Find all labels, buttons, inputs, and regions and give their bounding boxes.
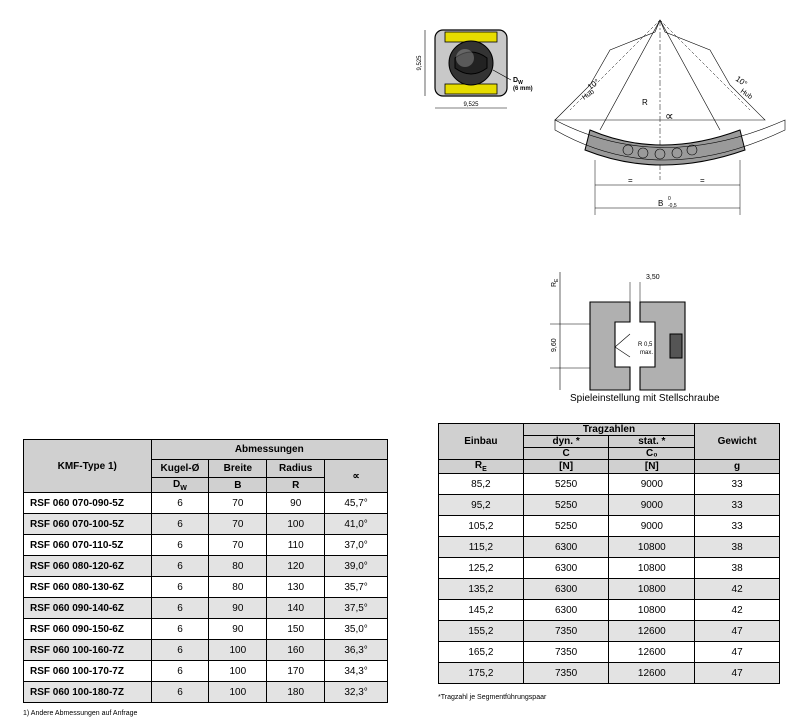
cell-c0: 9000 — [609, 474, 695, 495]
table-row — [439, 600, 780, 621]
cell-re: 115,2 — [439, 537, 524, 558]
cell-a: 35,7° — [325, 577, 388, 598]
cell-a: 39,0° — [325, 556, 388, 577]
cell-r: 180 — [267, 682, 325, 703]
table-row — [439, 495, 780, 516]
header-b: B — [209, 478, 267, 493]
cell-g: 38 — [695, 558, 780, 579]
cell-c: 7350 — [523, 621, 609, 642]
arc-segment-drawing — [550, 10, 790, 220]
cell-g: 42 — [695, 579, 780, 600]
cell-re: 175,2 — [439, 663, 524, 684]
cell-g: 47 — [695, 663, 780, 684]
header-c0: C₀ — [609, 448, 695, 460]
table-row — [24, 514, 388, 535]
cell-d: 6 — [151, 661, 209, 682]
cell-c0: 9000 — [609, 495, 695, 516]
cell-c: 5250 — [523, 495, 609, 516]
table-row — [24, 556, 388, 577]
table-row — [439, 474, 780, 495]
cell-r: 90 — [267, 493, 325, 514]
cell-d: 6 — [151, 493, 209, 514]
cell-a: 37,0° — [325, 535, 388, 556]
cell-re: 145,2 — [439, 600, 524, 621]
header-stat: stat. * — [609, 436, 695, 448]
cell-a: 34,3° — [325, 661, 388, 682]
cell-c: 5250 — [523, 516, 609, 537]
right-footnote: *Tragzahl je Segmentführungspaar — [438, 694, 547, 701]
cell-type: RSF 060 070-090-5Z — [24, 493, 152, 514]
table-row — [24, 577, 388, 598]
cell-g: 38 — [695, 537, 780, 558]
cell-c: 7350 — [523, 663, 609, 684]
header-tragzahlen: Tragzahlen — [523, 424, 694, 436]
angle-left-label: 10° — [585, 77, 602, 92]
header-breite: Breite — [209, 460, 267, 478]
header-gewicht: Gewicht — [695, 424, 780, 460]
cell-c0: 12600 — [609, 663, 695, 684]
cell-c: 6300 — [523, 558, 609, 579]
cell-r: 150 — [267, 619, 325, 640]
cell-re: 125,2 — [439, 558, 524, 579]
cell-b: 80 — [209, 577, 267, 598]
cell-g: 47 — [695, 621, 780, 642]
eq-left-label: = — [628, 176, 633, 185]
cell-type: RSF 060 090-150-6Z — [24, 619, 152, 640]
ball-cage-section-drawing — [415, 20, 545, 120]
cell-c0: 12600 — [609, 642, 695, 663]
cell-a: 37,5° — [325, 598, 388, 619]
table-row — [439, 621, 780, 642]
angle-right-label: 10° — [733, 74, 749, 89]
cell-re: 95,2 — [439, 495, 524, 516]
cell-c0: 10800 — [609, 537, 695, 558]
header-r: R — [267, 478, 325, 493]
cell-b: 100 — [209, 640, 267, 661]
cell-c0: 10800 — [609, 579, 695, 600]
dimensions-table — [23, 439, 388, 703]
cell-r: 140 — [267, 598, 325, 619]
eq-right-label: = — [700, 176, 705, 185]
table-row — [24, 682, 388, 703]
header-abmessungen: Abmessungen — [151, 440, 387, 460]
b-tol-bottom: -0,5 — [668, 203, 677, 209]
cell-type: RSF 060 100-180-7Z — [24, 682, 152, 703]
cell-r: 100 — [267, 514, 325, 535]
cell-d: 6 — [151, 577, 209, 598]
cell-re: 155,2 — [439, 621, 524, 642]
cell-d: 6 — [151, 535, 209, 556]
cell-b: 70 — [209, 535, 267, 556]
cell-type: RSF 060 080-120-6Z — [24, 556, 152, 577]
header-alpha: ∝ — [325, 460, 388, 493]
clearance-section-drawing — [540, 262, 720, 392]
cell-c: 6300 — [523, 600, 609, 621]
cell-g: 33 — [695, 495, 780, 516]
cell-g: 42 — [695, 600, 780, 621]
cell-d: 6 — [151, 619, 209, 640]
cell-a: 45,7° — [325, 493, 388, 514]
cell-type: RSF 060 100-170-7Z — [24, 661, 152, 682]
header-n2: [N] — [609, 460, 695, 474]
cell-d: 6 — [151, 556, 209, 577]
cell-g: 33 — [695, 516, 780, 537]
cell-c: 6300 — [523, 537, 609, 558]
table-row — [24, 535, 388, 556]
header-radius: Radius — [267, 460, 325, 478]
cell-b: 80 — [209, 556, 267, 577]
alpha-label: ∝ — [665, 109, 674, 123]
cell-type: RSF 060 080-130-6Z — [24, 577, 152, 598]
cell-a: 36,3° — [325, 640, 388, 661]
cell-d: 6 — [151, 514, 209, 535]
b-tol-top: 0 — [668, 196, 671, 202]
header-g: g — [695, 460, 780, 474]
table-row — [439, 642, 780, 663]
cell-r: 110 — [267, 535, 325, 556]
cell-type: RSF 060 070-110-5Z — [24, 535, 152, 556]
cell-b: 70 — [209, 493, 267, 514]
cell-b: 100 — [209, 682, 267, 703]
cell-type: RSF 060 090-140-6Z — [24, 598, 152, 619]
cell-c: 5250 — [523, 474, 609, 495]
width-dimension: 9,525 — [463, 102, 479, 108]
dw-mm-label: (6 mm) — [513, 86, 533, 92]
cell-d: 6 — [151, 640, 209, 661]
cell-a: 32,3° — [325, 682, 388, 703]
table-row — [24, 640, 388, 661]
load-ratings-table — [438, 423, 780, 684]
radius-text: R 0,5 — [638, 342, 653, 348]
cell-b: 100 — [209, 661, 267, 682]
re-label: $R_E$ — [551, 278, 560, 287]
table-row — [24, 661, 388, 682]
cell-g: 33 — [695, 474, 780, 495]
cell-r: 120 — [267, 556, 325, 577]
cell-a: 35,0° — [325, 619, 388, 640]
table-row — [24, 493, 388, 514]
dim-350-label: 3,50 — [646, 274, 660, 281]
cell-c0: 9000 — [609, 516, 695, 537]
cell-type: RSF 060 070-100-5Z — [24, 514, 152, 535]
header-einbau: Einbau — [439, 424, 524, 460]
header-c: C — [523, 448, 609, 460]
table-row — [24, 598, 388, 619]
cell-r: 130 — [267, 577, 325, 598]
section-caption: Spieleinstellung mit Stellschraube — [570, 393, 720, 404]
cell-c: 6300 — [523, 579, 609, 600]
hub-left-label: Hub — [581, 88, 596, 102]
cell-type: RSF 060 100-160-7Z — [24, 640, 152, 661]
cell-c0: 12600 — [609, 621, 695, 642]
cell-b: 90 — [209, 598, 267, 619]
table-row — [439, 537, 780, 558]
table-row — [24, 619, 388, 640]
cell-a: 41,0° — [325, 514, 388, 535]
header-re: $R_E$ — [439, 460, 524, 474]
cell-g: 47 — [695, 642, 780, 663]
cell-r: 160 — [267, 640, 325, 661]
hub-right-label: Hub — [738, 87, 754, 102]
table-row — [439, 558, 780, 579]
table-row — [439, 516, 780, 537]
cell-b: 90 — [209, 619, 267, 640]
radius-max: max. — [640, 350, 654, 356]
dim-960-label: 9,60 — [551, 338, 558, 352]
cell-c: 7350 — [523, 642, 609, 663]
header-dw: $D_W$ — [151, 478, 209, 493]
cell-re: 85,2 — [439, 474, 524, 495]
cell-re: 105,2 — [439, 516, 524, 537]
header-dyn: dyn. * — [523, 436, 609, 448]
cell-r: 170 — [267, 661, 325, 682]
height-dimension: 9,525 — [417, 55, 423, 71]
cell-re: 135,2 — [439, 579, 524, 600]
cell-c0: 10800 — [609, 600, 695, 621]
table-row — [439, 579, 780, 600]
header-type: KMF-Type 1) — [24, 440, 152, 493]
cell-b: 70 — [209, 514, 267, 535]
table-row — [439, 663, 780, 684]
cell-d: 6 — [151, 682, 209, 703]
cell-c0: 10800 — [609, 558, 695, 579]
radius-label: R — [642, 98, 648, 107]
cell-re: 165,2 — [439, 642, 524, 663]
dw-label: $D_W$ — [513, 77, 523, 86]
cell-d: 6 — [151, 598, 209, 619]
left-footnote: 1) Andere Abmessungen auf Anfrage — [23, 710, 138, 717]
header-kugel: Kugel-Ø — [151, 460, 209, 478]
header-n1: [N] — [523, 460, 609, 474]
b-label: B — [658, 199, 664, 208]
